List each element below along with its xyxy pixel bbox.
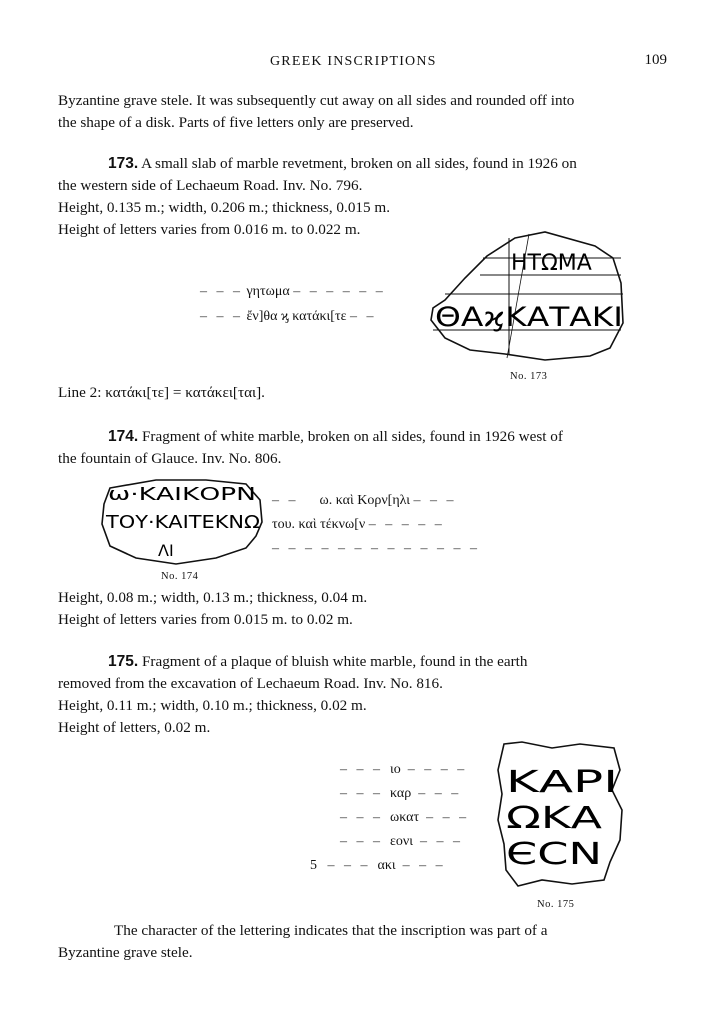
entry-175-transcription-line-5: 5 – – – ακι – – – (310, 858, 446, 873)
entry-175-dimensions: Height, 0.11 m.; width, 0.10 m.; thickness, 0.02 m. (58, 697, 367, 714)
entry-174-fragment-drawing (96, 474, 268, 574)
running-head: GREEK INSCRIPTIONS (270, 54, 437, 69)
entry-174-transcription-line-3: – – – – – – – – – – – – – (272, 541, 480, 556)
entry-174-drawing-line-2: ΤΟΥ·ΚΑΙΤΕΚΝΩ (104, 512, 261, 533)
entry-175-line-1 (108, 653, 527, 671)
entry-175-fragment-drawing (492, 740, 632, 895)
entry-175-transcription-line-2: – – – καρ – – – (340, 786, 462, 801)
entry-173-transcription-line-2: – – – ἔν]θα ϗ κατάκι[τε – – (200, 309, 377, 324)
entry-173-number: 173. (108, 155, 139, 172)
entry-174-caption: No. 174 (161, 571, 199, 582)
entry-173-text-2: the western side of Lechaeum Road. Inv. No. 796. (58, 177, 363, 194)
entry-174-number: 174. (108, 428, 139, 445)
entry-173-text-1: A small slab of marble revetment, broken on all sides, found in 1926 on (138, 155, 577, 172)
line-number: 5 (310, 858, 317, 873)
entry-174-text-1: Fragment of white marble, broken on all sides, found in 1926 west of (138, 428, 563, 445)
entry-175-transcription-line-3: – – – ωκατ – – – (340, 810, 470, 825)
entry-175-number: 175. (108, 653, 139, 670)
entry-173-transcription-line-1: – – – γητωμα – – – – – – (200, 284, 386, 299)
entry-175-drawing-line-1: ΚΑΡΙ (506, 765, 618, 800)
intro-line-1: Byzantine grave stele. It was subsequently cut away on all sides and rounded off into (58, 92, 575, 109)
entry-175-transcription-line-1: – – – ιο – – – – (340, 762, 468, 777)
intro-line-2: the shape of a disk. Parts of five letters only are preserved. (58, 114, 414, 131)
entry-175-text-1: Fragment of a plaque of bluish white marble, found in the earth (138, 653, 528, 670)
entry-173-dimensions: Height, 0.135 m.; width, 0.206 m.; thickness, 0.015 m. (58, 199, 391, 216)
closing-line-1: The character of the lettering indicates that the inscription was part of a (114, 922, 548, 939)
entry-173-caption: No. 173 (510, 371, 548, 382)
entry-173-letter-height: Height of letters varies from 0.016 m. to 0.022 m. (58, 221, 361, 238)
page-number: 109 (644, 52, 667, 68)
entry-173-drawing-line-2: ΘΑϗΚΑΤΑΚΙ (435, 302, 623, 333)
entry-175-drawing-line-2: ΩΚΑ (506, 801, 603, 836)
entry-173-fragment-drawing (425, 228, 630, 368)
entry-174-text-2: the fountain of Glauce. Inv. No. 806. (58, 450, 282, 467)
entry-174-letter-height: Height of letters varies from 0.015 m. to 0.02 m. (58, 611, 353, 628)
entry-173-note: Line 2: κατάκι[τε] = κατάκει[ται]. (58, 384, 265, 401)
entry-175-letter-height: Height of letters, 0.02 m. (58, 719, 211, 736)
entry-174-transcription-line-1: – – ω. καὶ Κορν[ηλι – – – (272, 493, 457, 508)
entry-173-drawing-line-1: ΗΤΩΜΑ (511, 251, 592, 276)
entry-175-caption: No. 175 (537, 899, 575, 910)
entry-174-drawing-line-3: ΛΙ (158, 541, 174, 560)
entry-174-drawing-line-1: ω·ΚΑΙΚΟΡΝ (108, 484, 256, 505)
entry-174-transcription-line-2: του. καὶ τέκνω[ν – – – – – (272, 517, 445, 532)
entry-175-drawing-line-3: ЄCΝ (506, 837, 602, 872)
entry-174-dimensions: Height, 0.08 m.; width, 0.13 m.; thickness, 0.04 m. (58, 589, 368, 606)
entry-174-line-1 (108, 428, 563, 446)
closing-line-2: Byzantine grave stele. (58, 944, 193, 961)
entry-173-line-1 (108, 155, 577, 173)
entry-175-transcription-line-4: – – – εονι – – – (340, 834, 463, 849)
entry-175-text-2: removed from the excavation of Lechaeum Road. Inv. No. 816. (58, 675, 443, 692)
